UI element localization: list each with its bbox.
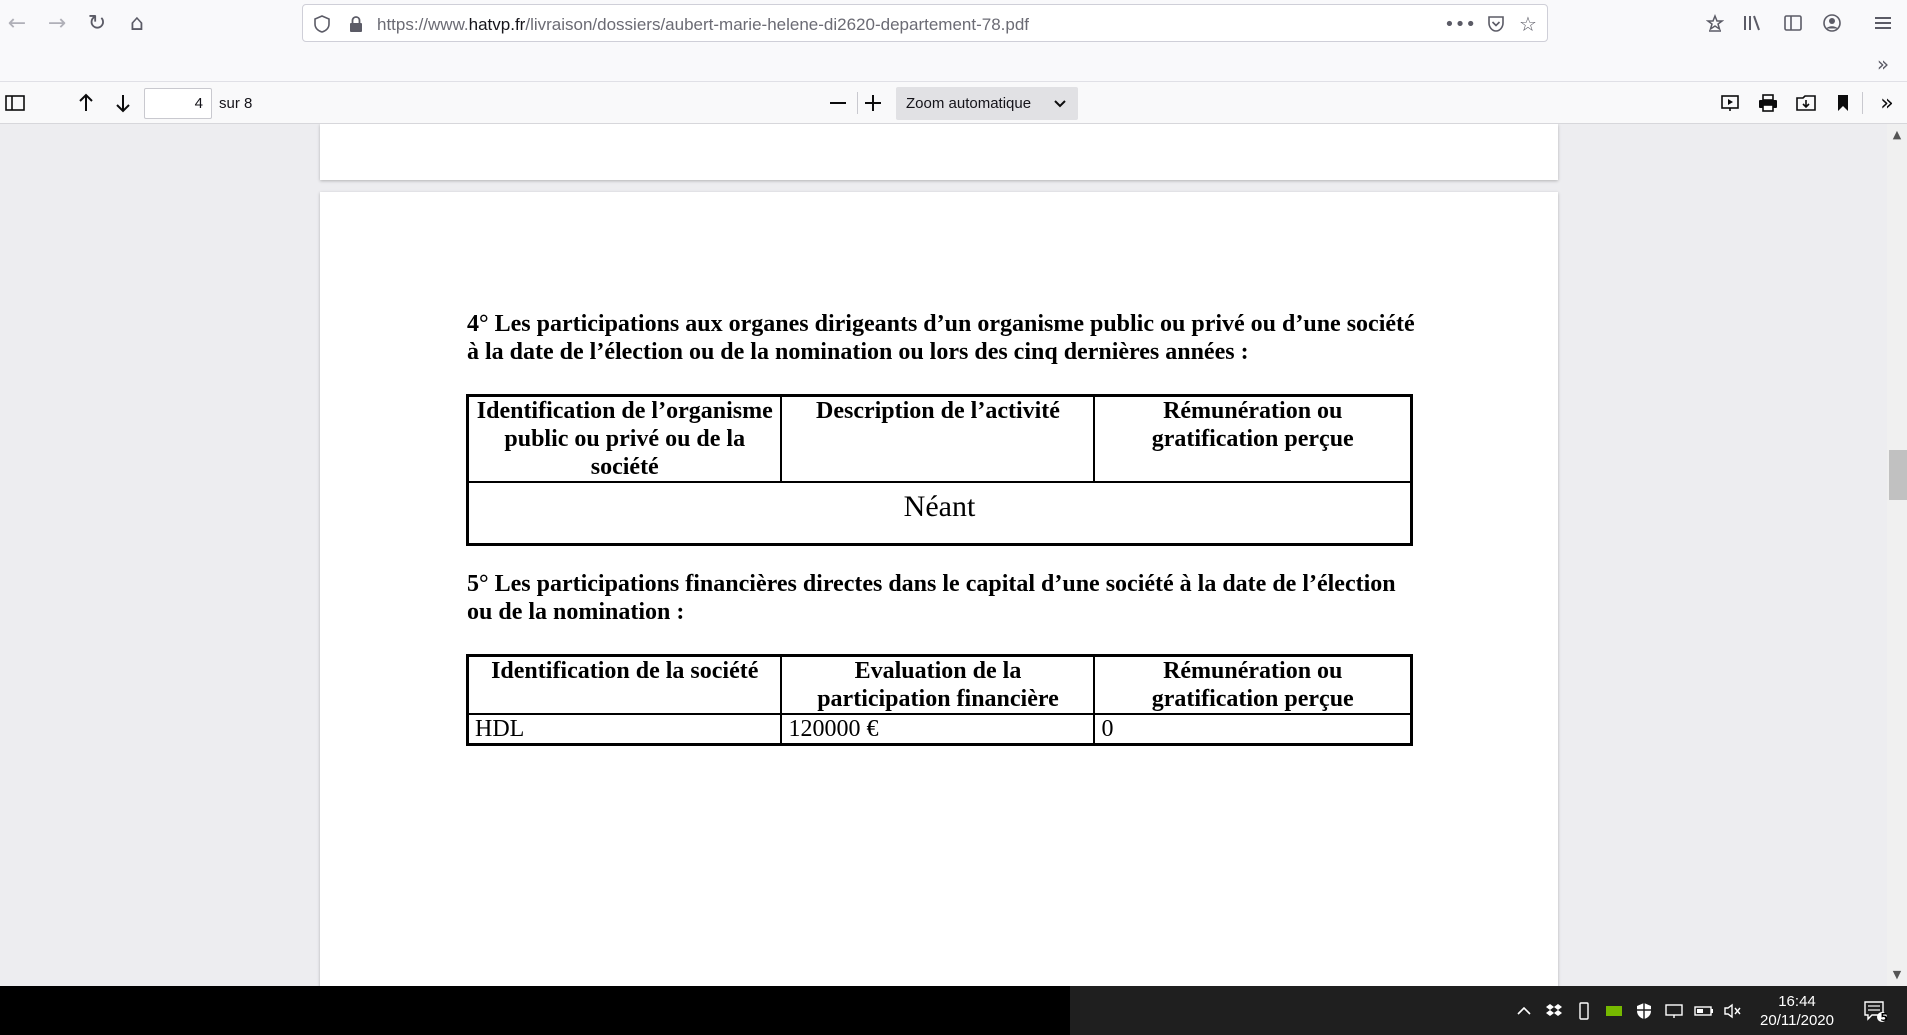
column-header: Identification de la société — [468, 656, 782, 715]
overflow-chevron-icon[interactable]: » — [1876, 52, 1890, 76]
page-count-label: sur 8 — [219, 95, 253, 112]
table-row — [468, 714, 1412, 745]
section-5-table — [466, 654, 1413, 746]
forward-button[interactable]: → — [47, 10, 67, 36]
network-icon[interactable] — [1663, 1000, 1685, 1022]
security-shield-icon[interactable] — [1633, 1000, 1655, 1022]
battery-icon[interactable] — [1693, 1000, 1715, 1022]
scroll-down-arrow-icon[interactable]: ▼ — [1892, 968, 1902, 981]
scroll-up-arrow-icon[interactable]: ▲ — [1892, 128, 1902, 141]
sidebar-toggle-icon[interactable] — [1778, 8, 1808, 38]
usb-device-icon[interactable] — [1573, 1000, 1595, 1022]
pdf-toolbar — [0, 82, 1907, 124]
empty-table-text: Néant — [468, 482, 1412, 544]
back-button[interactable]: ← — [7, 10, 27, 36]
clock[interactable]: 16:44 20/11/2020 — [1760, 993, 1834, 1029]
section-4-table — [466, 394, 1413, 546]
pdf-viewer[interactable] — [0, 124, 1907, 986]
pdf-page — [320, 192, 1558, 986]
taskbar-apps-area — [0, 986, 1070, 1035]
scrollbar-thumb[interactable] — [1889, 450, 1907, 500]
url-bar[interactable] — [302, 4, 1548, 42]
shield-icon[interactable] — [311, 13, 333, 35]
chevron-up-icon[interactable] — [1513, 1000, 1535, 1022]
save-download-button[interactable] — [1791, 88, 1821, 118]
dropbox-icon[interactable] — [1543, 1000, 1565, 1022]
presentation-mode-button[interactable] — [1715, 88, 1745, 118]
bookmark-star-icon[interactable]: ☆ — [1519, 12, 1537, 36]
tools-chevron-icon[interactable]: » — [1880, 90, 1894, 116]
toolbar-separator — [1862, 92, 1863, 114]
more-actions-icon[interactable]: ••• — [1444, 13, 1476, 35]
section-4-heading: 4° Les participations aux organes dirigeants d’un organisme public ou privé ou d’une société à la date de l’élection ou de la nomination ou lors des cinq dernières années : — [467, 311, 1415, 365]
zoom-in-button[interactable] — [858, 88, 888, 118]
column-header: Description de l’activité — [781, 396, 1094, 483]
bookmark-icon[interactable] — [1828, 88, 1858, 118]
section-5-heading: 5° Les participations financières directes dans le capital d’une société à la date de l’élection ou de la nomination : — [467, 571, 1396, 625]
reload-button[interactable]: ↻ — [87, 10, 107, 36]
previous-page-button[interactable] — [71, 88, 101, 118]
column-header: Rémunération ou gratification perçue — [1094, 656, 1411, 715]
url-text[interactable]: https://www.hatvp.fr/livraison/dossiers/aubert-marie-helene-di2620-departement-78.pdf — [377, 15, 1030, 34]
table-cell: HDL — [468, 714, 782, 745]
pocket-icon[interactable] — [1485, 13, 1507, 35]
page-number-input[interactable]: 4 — [144, 88, 212, 119]
volume-muted-icon[interactable] — [1722, 1000, 1744, 1022]
print-button[interactable] — [1753, 88, 1783, 118]
nvidia-icon[interactable] — [1603, 1000, 1625, 1022]
downloads-icon[interactable] — [1700, 8, 1730, 38]
vertical-scrollbar[interactable] — [1887, 124, 1907, 986]
bookmarks-toolbar — [0, 46, 1907, 82]
next-page-button[interactable] — [108, 88, 138, 118]
previous-page — [320, 124, 1558, 180]
sidebar-toggle-button[interactable] — [0, 88, 30, 118]
notification-center-icon[interactable] — [1860, 1000, 1890, 1022]
taskbar — [0, 986, 1907, 1035]
column-header: Rémunération ou gratification perçue — [1094, 396, 1411, 483]
table-cell: 0 — [1094, 714, 1411, 745]
library-icon[interactable] — [1738, 8, 1768, 38]
lock-icon[interactable] — [345, 13, 367, 35]
column-header: Evaluation de la participation financière — [781, 656, 1094, 715]
zoom-out-button[interactable] — [823, 88, 853, 118]
notification-count: 5 — [1880, 1011, 1888, 1024]
account-icon[interactable] — [1817, 8, 1847, 38]
zoom-select[interactable]: Zoom automatique — [896, 87, 1078, 120]
chevron-down-icon — [1054, 95, 1066, 112]
menu-icon[interactable] — [1868, 8, 1898, 38]
table-cell: 120000 € — [781, 714, 1094, 745]
home-button[interactable]: ⌂ — [130, 10, 144, 36]
column-header: Identification de l’organisme public ou privé ou de la société — [468, 396, 782, 483]
browser-navbar — [0, 0, 1907, 46]
